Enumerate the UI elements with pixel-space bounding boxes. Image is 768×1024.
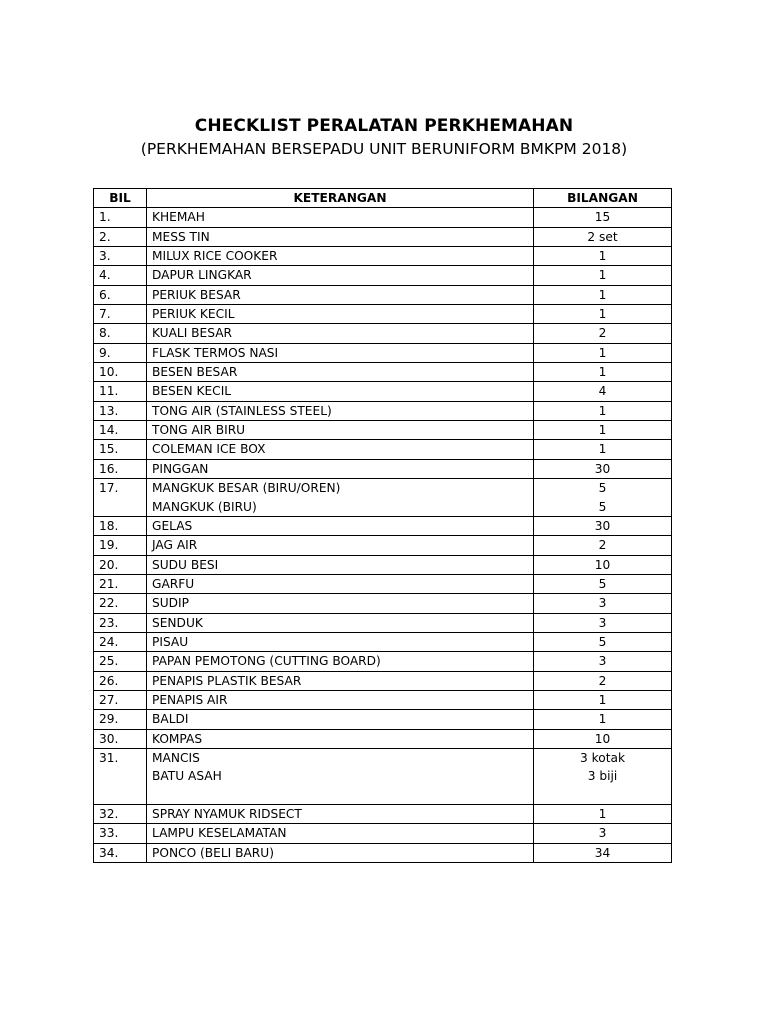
item-name: COLEMAN ICE BOX (152, 442, 266, 457)
table-row (94, 343, 672, 362)
table-row (94, 266, 672, 285)
cell-keterangan (147, 305, 534, 324)
item-quantity: 5 (598, 576, 607, 591)
cell-bilangan (534, 710, 672, 729)
table-row (94, 748, 672, 804)
table-row (94, 574, 672, 593)
item-name: BESEN KECIL (152, 384, 232, 399)
cell-bilangan (534, 459, 672, 478)
item-quantity: 1 (598, 365, 607, 380)
cell-keterangan (147, 324, 534, 343)
cell-bilangan (534, 536, 672, 555)
item-quantity: 1 (598, 712, 607, 727)
cell-bilangan (534, 227, 672, 246)
cell-bil: 15. (94, 440, 147, 459)
cell-keterangan (147, 247, 534, 266)
item-quantity: 5 (598, 481, 607, 496)
cell-bil: 4. (94, 266, 147, 285)
cell-keterangan (147, 632, 534, 651)
item-quantity: 1 (598, 403, 607, 418)
item-name: TONG AIR BIRU (152, 423, 246, 438)
item-name: SENDUK (152, 615, 203, 630)
cell-bil: 31. (94, 748, 147, 804)
table-row (94, 690, 672, 709)
cell-keterangan (147, 401, 534, 420)
item-quantity: 2 (598, 326, 607, 341)
table-row (94, 479, 672, 517)
cell-bilangan (534, 574, 672, 593)
item-quantity: 1 (598, 307, 607, 322)
cell-bilangan (534, 305, 672, 324)
item-quantity: 3 kotak (579, 750, 625, 765)
item-name: MILUX RICE COOKER (152, 249, 278, 264)
cell-bil: 30. (94, 729, 147, 748)
cell-bil: 1. (94, 208, 147, 227)
cell-keterangan (147, 343, 534, 362)
table-row (94, 247, 672, 266)
table-row (94, 536, 672, 555)
item-name: TONG AIR (STAINLESS STEEL) (152, 403, 332, 418)
cell-bilangan (534, 479, 672, 517)
item-name: BATU ASAH (152, 769, 222, 784)
cell-bil: 20. (94, 555, 147, 574)
cell-bil: 25. (94, 652, 147, 671)
item-name: PENAPIS AIR (152, 692, 228, 707)
cell-keterangan (147, 227, 534, 246)
item-name: PERIUK BESAR (152, 287, 241, 302)
cell-bil: 7. (94, 305, 147, 324)
cell-bilangan (534, 516, 672, 535)
cell-keterangan (147, 382, 534, 401)
cell-bil: 2. (94, 227, 147, 246)
cell-bil: 9. (94, 343, 147, 362)
cell-keterangan (147, 594, 534, 613)
cell-keterangan (147, 843, 534, 862)
item-name: MESS TIN (152, 229, 210, 244)
cell-bilangan (534, 671, 672, 690)
item-name: PINGGAN (152, 461, 209, 476)
cell-bilangan (534, 285, 672, 304)
cell-bilangan (534, 824, 672, 843)
item-quantity: 1 (598, 287, 607, 302)
cell-keterangan (147, 613, 534, 632)
item-name: PISAU (152, 634, 189, 649)
item-quantity: 1 (598, 249, 607, 264)
cell-bilangan (534, 652, 672, 671)
cell-keterangan (147, 479, 534, 517)
item-name: GELAS (152, 518, 193, 533)
cell-bil: 18. (94, 516, 147, 535)
cell-keterangan (147, 824, 534, 843)
item-name: MANGKUK BESAR (BIRU/OREN) (152, 481, 341, 496)
cell-bilangan (534, 421, 672, 440)
header-bil: BIL (94, 189, 147, 208)
item-name: DAPUR LINGKAR (152, 268, 252, 283)
item-quantity: 4 (598, 384, 607, 399)
cell-bilangan (534, 843, 672, 862)
item-name: FLASK TERMOS NASI (152, 345, 279, 360)
item-quantity: 1 (598, 423, 607, 438)
cell-bilangan (534, 555, 672, 574)
cell-bil: 11. (94, 382, 147, 401)
item-name: LAMPU KESELAMATAN (152, 826, 287, 841)
cell-bil: 6. (94, 285, 147, 304)
cell-keterangan (147, 516, 534, 535)
cell-bil: 8. (94, 324, 147, 343)
cell-bil: 22. (94, 594, 147, 613)
item-name: BESEN BESAR (152, 365, 238, 380)
item-quantity: 34 (594, 845, 611, 860)
table-row (94, 516, 672, 535)
item-name: SPRAY NYAMUK RIDSECT (152, 806, 302, 821)
item-name: PERIUK KECIL (152, 307, 235, 322)
cell-bil: 16. (94, 459, 147, 478)
cell-bil: 29. (94, 710, 147, 729)
cell-bil: 32. (94, 804, 147, 823)
table-row (94, 843, 672, 862)
cell-keterangan (147, 729, 534, 748)
cell-bil: 19. (94, 536, 147, 555)
item-name: JAG AIR (152, 538, 198, 553)
item-quantity: 5 (598, 634, 607, 649)
table-row (94, 208, 672, 227)
cell-bil: 33. (94, 824, 147, 843)
item-quantity: 3 (598, 826, 607, 841)
item-quantity: 5 (598, 499, 607, 514)
item-name: MANCIS (152, 750, 200, 765)
checklist-table (93, 188, 672, 863)
cell-keterangan (147, 208, 534, 227)
cell-bil: 21. (94, 574, 147, 593)
table-row (94, 285, 672, 304)
cell-bil: 23. (94, 613, 147, 632)
item-quantity: 2 (598, 673, 607, 688)
item-name: PONCO (BELI BARU) (152, 845, 274, 860)
header-bilangan: BILANGAN (534, 189, 672, 208)
cell-bilangan (534, 363, 672, 382)
cell-keterangan (147, 555, 534, 574)
cell-keterangan (147, 671, 534, 690)
cell-bil: 34. (94, 843, 147, 862)
item-name: BALDI (152, 712, 189, 727)
item-name: SUDU BESI (152, 557, 219, 572)
cell-keterangan (147, 804, 534, 823)
document-subtitle: (PERKHEMAHAN BERSEPADU UNIT BERUNIFORM BMKPM 2018) (140, 140, 628, 158)
item-quantity: 30 (594, 461, 611, 476)
cell-keterangan (147, 440, 534, 459)
item-quantity: 15 (594, 210, 611, 225)
cell-keterangan (147, 748, 534, 804)
table-row (94, 632, 672, 651)
item-quantity: 3 (598, 596, 607, 611)
cell-bil: 13. (94, 401, 147, 420)
table-row (94, 227, 672, 246)
cell-bilangan (534, 804, 672, 823)
cell-bilangan (534, 401, 672, 420)
cell-bilangan (534, 594, 672, 613)
table-row (94, 382, 672, 401)
cell-keterangan (147, 285, 534, 304)
cell-bil: 10. (94, 363, 147, 382)
cell-keterangan (147, 266, 534, 285)
item-quantity: 10 (594, 731, 611, 746)
item-quantity: 1 (598, 692, 607, 707)
item-name: MANGKUK (BIRU) (152, 499, 257, 514)
table-row (94, 421, 672, 440)
header-keterangan: KETERANGAN (147, 189, 534, 208)
cell-bilangan (534, 208, 672, 227)
cell-bilangan (534, 266, 672, 285)
cell-bilangan (534, 613, 672, 632)
cell-bilangan (534, 382, 672, 401)
item-name: KOMPAS (152, 731, 203, 746)
table-header-row (94, 189, 672, 208)
item-name: SUDIP (152, 596, 189, 611)
cell-keterangan (147, 363, 534, 382)
item-quantity: 30 (594, 518, 611, 533)
item-name: PENAPIS PLASTIK BESAR (152, 673, 302, 688)
item-quantity: 2 (598, 538, 607, 553)
table-row (94, 594, 672, 613)
table-row (94, 555, 672, 574)
table-row (94, 671, 672, 690)
item-quantity: 1 (598, 268, 607, 283)
table-row (94, 824, 672, 843)
cell-keterangan (147, 536, 534, 555)
table-row (94, 401, 672, 420)
cell-keterangan (147, 459, 534, 478)
table-body (94, 208, 672, 863)
table-row (94, 459, 672, 478)
table-row (94, 613, 672, 632)
cell-bil: 27. (94, 690, 147, 709)
cell-bil: 3. (94, 247, 147, 266)
cell-bilangan (534, 343, 672, 362)
cell-keterangan (147, 652, 534, 671)
cell-bilangan (534, 440, 672, 459)
document-title: CHECKLIST PERALATAN PERKHEMAHAN (194, 116, 574, 136)
item-quantity: 10 (594, 557, 611, 572)
table-row (94, 305, 672, 324)
item-quantity: 2 set (587, 229, 618, 244)
table-row (94, 804, 672, 823)
cell-bil: 24. (94, 632, 147, 651)
item-quantity: 3 (598, 615, 607, 630)
table-row (94, 710, 672, 729)
cell-bilangan (534, 729, 672, 748)
cell-bilangan (534, 690, 672, 709)
table-row (94, 652, 672, 671)
cell-bilangan (534, 748, 672, 804)
table-row (94, 324, 672, 343)
cell-bilangan (534, 324, 672, 343)
item-name: PAPAN PEMOTONG (CUTTING BOARD) (152, 654, 381, 669)
table-row (94, 440, 672, 459)
cell-keterangan (147, 690, 534, 709)
cell-keterangan (147, 710, 534, 729)
table-row (94, 363, 672, 382)
item-quantity: 1 (598, 442, 607, 457)
cell-keterangan (147, 574, 534, 593)
item-quantity: 3 biji (587, 769, 618, 784)
item-name: KUALI BESAR (152, 326, 233, 341)
cell-bilangan (534, 247, 672, 266)
cell-bil: 14. (94, 421, 147, 440)
item-name: GARFU (152, 576, 195, 591)
cell-bilangan (534, 632, 672, 651)
item-quantity: 3 (598, 654, 607, 669)
item-name: KHEMAH (152, 210, 205, 225)
table-row (94, 729, 672, 748)
item-quantity: 1 (598, 345, 607, 360)
cell-bil: 17. (94, 479, 147, 517)
cell-keterangan (147, 421, 534, 440)
cell-bil: 26. (94, 671, 147, 690)
item-quantity: 1 (598, 806, 607, 821)
